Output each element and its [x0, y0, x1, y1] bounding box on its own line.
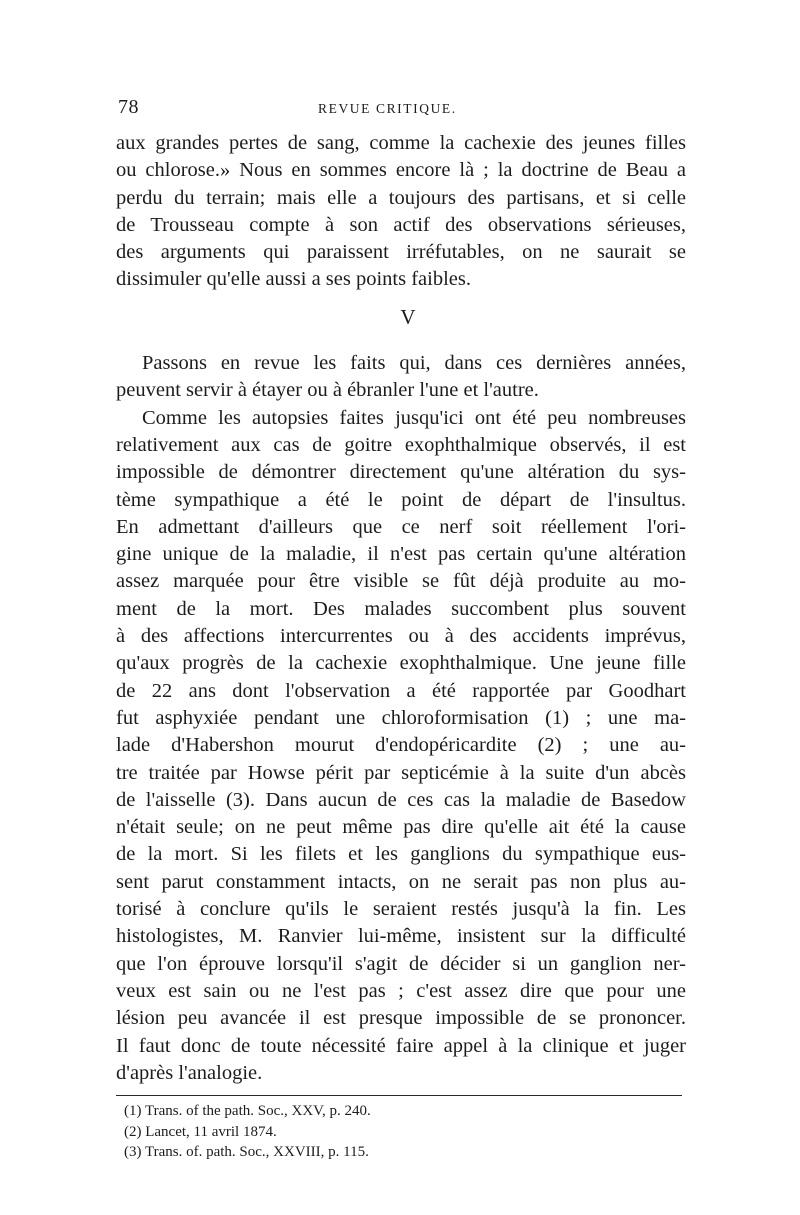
text-line: qu'aux progrès de la cachexie exophthalmique. Une jeune fille: [116, 652, 686, 675]
text-line: gine unique de la maladie, il n'est pas certain qu'une altération: [116, 543, 686, 566]
text-line: aux grandes pertes de sang, comme la cachexie des jeunes filles: [116, 132, 686, 154]
footnote: (3) Trans. of. path. Soc., XXVIII, p. 115.: [124, 1144, 369, 1160]
text-line: de la mort. Si les filets et les ganglions du sympathique eus-: [116, 843, 686, 866]
text-line: torisé à conclure qu'ils le seraient restés jusqu'à la fin. Les: [116, 898, 686, 921]
footnote-divider: [116, 1095, 682, 1096]
text-line: lésion peu avancée il est presque impossible de se prononcer.: [116, 1007, 686, 1030]
footnote: (1) Trans. of the path. Soc., XXV, p. 240.: [124, 1103, 371, 1119]
page-number: 78: [118, 96, 139, 118]
text-line: sent parut constamment intacts, on ne serait pas non plus au-: [116, 870, 686, 893]
text-line: ou chlorose.» Nous en sommes encore là ; la doctrine de Beau a: [116, 159, 686, 182]
text-line: que l'on éprouve lorsqu'il s'agit de décider si un ganglion ner-: [116, 952, 686, 975]
text-line: assez marquée pour être visible se fût déjà produite au mo-: [116, 570, 686, 593]
text-line: à des affections intercurrentes ou à des accidents imprévus,: [116, 625, 686, 648]
text-line: de Trousseau compte à son actif des observations sérieuses,: [116, 213, 686, 236]
paragraph-1: [116, 130, 686, 294]
footnotes: [124, 1101, 604, 1163]
running-head: [118, 96, 684, 120]
text-line: Comme les autopsies faites jusqu'ici ont été peu nombreuses: [142, 406, 686, 429]
paragraph-2: [116, 350, 686, 405]
text-line: ment de la mort. Des malades succombent plus souvent: [116, 597, 686, 620]
running-title: REVUE CRITIQUE.: [318, 101, 457, 116]
text-line: dissimuler qu'elle aussi a ses points faibles.: [116, 268, 471, 291]
paragraph-3: [116, 405, 686, 1087]
text-line: tème sympathique a été le point de départ de l'insultus.: [116, 488, 686, 511]
text-line: des arguments qui paraissent irréfutables, on ne saurait se: [116, 241, 686, 264]
text-line: Passons en revue les faits qui, dans ces dernières années,: [142, 352, 686, 375]
text-line: histologistes, M. Ranvier lui-même, insistent sur la difficulté: [116, 925, 686, 948]
text-line: fut asphyxiée pendant une chloroformisation (1) ; une ma-: [116, 706, 686, 729]
text-line: de 22 ans dont l'observation a été rapportée par Goodhart: [116, 679, 686, 702]
text-line: peuvent servir à étayer ou à ébranler l'une et l'autre.: [116, 379, 539, 402]
body-text: [116, 130, 686, 1087]
text-line: d'après l'analogie.: [116, 1061, 263, 1084]
text-line: relativement aux cas de goitre exophthalmique observés, il est: [116, 433, 686, 456]
text-line: n'était seule; on ne peut même pas dire qu'elle ait été la cause: [116, 816, 686, 839]
text-line: tre traitée par Howse périt par septicémie à la suite d'un abcès: [116, 761, 686, 784]
text-line: En admettant d'ailleurs que ce nerf soit réellement l'ori-: [116, 515, 686, 538]
text-line: perdu du terrain; mais elle a toujours des partisans, et si celle: [116, 186, 686, 209]
text-line: de l'aisselle (3). Dans aucun de ces cas la maladie de Basedow: [116, 788, 686, 811]
footnote: (2) Lancet, 11 avril 1874.: [124, 1123, 277, 1140]
text-line: veux est sain ou ne l'est pas ; c'est assez dire que pour une: [116, 979, 686, 1002]
text-line: Il faut donc de toute nécessité faire appel à la clinique et juger: [116, 1034, 686, 1057]
section-heading: V: [400, 304, 416, 329]
text-line: impossible de démontrer directement qu'une altération du sys-: [116, 461, 686, 484]
text-line: lade d'Habershon mourut d'endopéricardite (2) ; une au-: [116, 734, 686, 757]
